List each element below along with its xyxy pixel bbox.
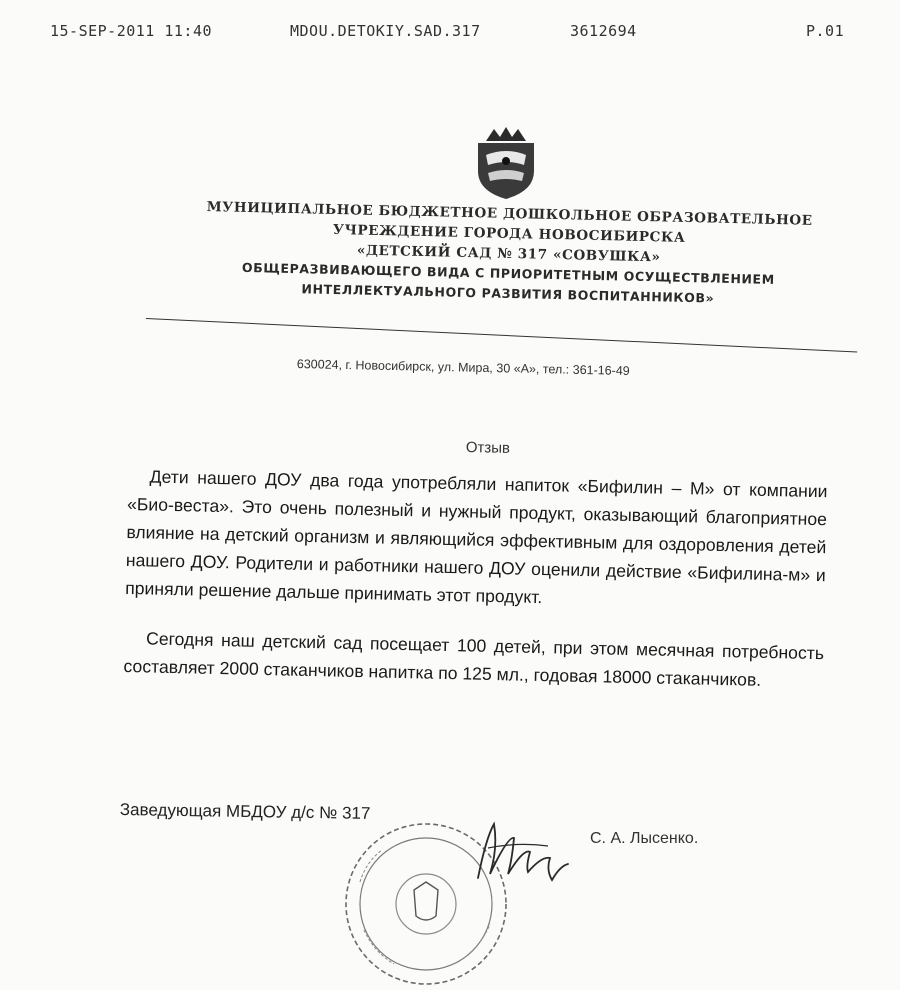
fax-page-number: P.01	[806, 22, 845, 40]
fax-sender: MDOU.DETOKIY.SAD.317	[290, 22, 481, 40]
organization-address: 630024, г. Новосибирск, ул. Мира, 30 «А», тел.: 361-16-49	[296, 357, 630, 378]
document-body	[123, 462, 828, 717]
signatory-position: Заведующая МБДОУ д/с № 317	[119, 800, 371, 823]
city-coat-of-arms-icon	[466, 125, 546, 201]
body-paragraph: Дети нашего ДОУ два года употребляли напиток «Бифилин – М» от компании «Био-веста». Это очень полезный и нужный продукт, оказывающий благоприятное влияние на детский организм и являющийся эффективным для оздоровления детей нашего ДОУ. Родители и работники нашего ДОУ оценили действие «Бифилина-м» и приняли решение дальше принимать этот продукт.	[125, 466, 828, 608]
handwritten-signature	[468, 808, 578, 898]
header-divider	[146, 318, 857, 353]
org-line: ОБЩЕРАЗВИВАЮЩЕГО ВИДА С ПРИОРИТЕТНЫМ ОСУЩЕСТВЛЕНИЕМ	[241, 259, 775, 287]
fax-number: 3612694	[570, 22, 637, 40]
org-line: «ДЕТСКИЙ САД № 317 «СОВУШКА»	[356, 242, 661, 266]
document-title: Отзыв	[465, 439, 511, 457]
body-paragraph: Сегодня наш детский сад посещает 100 детей, при этом месячная потребность составляет 2000 стаканчиков напитка по 125 мл., годовая 18000 стаканчиков.	[123, 628, 825, 690]
organization-header	[158, 196, 860, 312]
org-line: МУНИЦИПАЛЬНОЕ БЮДЖЕТНОЕ ДОШКОЛЬНОЕ ОБРАЗОВАТЕЛЬНОЕ	[206, 199, 813, 229]
org-line: ИНТЕЛЛЕКТУАЛЬНОГО РАЗВИТИЯ ВОСПИТАННИКОВ»	[301, 281, 715, 306]
signatory-name: С. А. Лысенко.	[590, 830, 699, 847]
fax-datetime: 15-SEP-2011 11:40	[50, 22, 213, 40]
org-line: УЧРЕЖДЕНИЕ ГОРОДА НОВОСИБИРСКА	[332, 221, 686, 246]
